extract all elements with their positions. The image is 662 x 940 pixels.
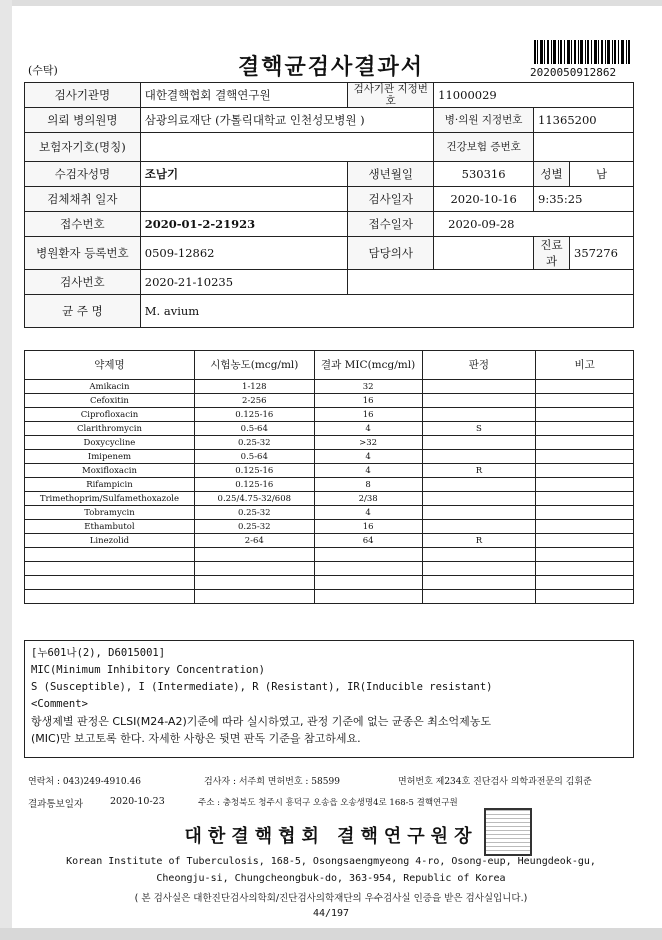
organism-value: M. avium bbox=[140, 295, 633, 328]
cell-mic: 64 bbox=[314, 534, 422, 548]
cell-result: R bbox=[422, 464, 536, 478]
insured-value bbox=[140, 133, 433, 162]
comment-tag: <Comment> bbox=[31, 698, 88, 710]
table-row bbox=[25, 422, 634, 436]
cell-range: 0.125-16 bbox=[194, 478, 314, 492]
cell-drug: Ethambutol bbox=[25, 520, 195, 534]
cell-range: 0.25-32 bbox=[194, 520, 314, 534]
cell-drug: Moxifloxacin bbox=[25, 464, 195, 478]
cell-note bbox=[536, 422, 634, 436]
table-row bbox=[25, 450, 634, 464]
barcode bbox=[534, 40, 630, 64]
cell-mic: 2/38 bbox=[314, 492, 422, 506]
cell-range: 0.5-64 bbox=[194, 422, 314, 436]
cell-note bbox=[536, 520, 634, 534]
cell-mic: 4 bbox=[314, 464, 422, 478]
comment-mic: MIC(Minimum Inhibitory Concentration) bbox=[31, 664, 265, 676]
blank-cell bbox=[194, 548, 314, 562]
blank-cell bbox=[422, 576, 536, 590]
cell-note bbox=[536, 478, 634, 492]
hospital-reg-value: 0509-12862 bbox=[140, 237, 348, 270]
cell-result bbox=[422, 492, 536, 506]
blank-cell bbox=[422, 590, 536, 604]
dept-value: 357276 bbox=[570, 237, 634, 270]
cell-mic: 32 bbox=[314, 380, 422, 394]
address-kr: 주소 : 충청북도 청주시 흥덕구 오송읍 오송생명4로 168-5 결핵연구원 bbox=[198, 798, 458, 808]
receipt-tag: (수탁) bbox=[28, 64, 58, 77]
table-row bbox=[25, 534, 634, 548]
client-code-label: 병·의원 지정번호 bbox=[434, 108, 534, 133]
blank-cell bbox=[536, 576, 634, 590]
cell-drug: Tobramycin bbox=[25, 506, 195, 520]
table-row bbox=[25, 380, 634, 394]
header-result: 판정 bbox=[422, 351, 536, 380]
cell-result bbox=[422, 450, 536, 464]
comment-code: [누601나(2), D6015001] bbox=[31, 647, 166, 659]
cell-drug: Trimethoprim/Sulfamethoxazole bbox=[25, 492, 195, 506]
client-label: 의뢰 병의원명 bbox=[25, 108, 141, 133]
test-time-value: 9:35:25 bbox=[534, 187, 634, 212]
scan-bottom-edge bbox=[0, 928, 662, 940]
cell-mic: 16 bbox=[314, 408, 422, 422]
cell-result bbox=[422, 394, 536, 408]
doctor-label: 담당의사 bbox=[348, 237, 434, 270]
cell-result: R bbox=[422, 534, 536, 548]
comment-body-1: 항생제별 판정은 CLSI(M24-A2)기준에 따라 실시하였고, 관정 기준에 없는 균종은 최소억제농도 bbox=[31, 715, 491, 728]
scan-left-edge bbox=[0, 0, 12, 940]
blank-cell bbox=[422, 562, 536, 576]
page-number: 44/197 bbox=[312, 908, 350, 919]
cell-result bbox=[422, 380, 536, 394]
org-value: 대한결핵협회 결핵연구원 bbox=[140, 83, 348, 108]
comment-body-2: (MIC)만 보고토록 한다. 자세한 사항은 뒷면 판독 기준을 참고하세요. bbox=[31, 732, 361, 745]
cell-drug: Imipenem bbox=[25, 450, 195, 464]
blank-row bbox=[25, 576, 634, 590]
cell-drug: Amikacin bbox=[25, 380, 195, 394]
cell-range: 0.5-64 bbox=[194, 450, 314, 464]
accession-value: 2020-01-2-21923 bbox=[140, 212, 348, 237]
blank-cell bbox=[25, 562, 195, 576]
birth-value: 530316 bbox=[434, 162, 534, 187]
cell-mic: 4 bbox=[314, 506, 422, 520]
license: 면허번호 제234호 진단검사 의학과전문의 김휘준 bbox=[398, 777, 592, 787]
cell-mic: 16 bbox=[314, 520, 422, 534]
table-row bbox=[25, 464, 634, 478]
document-title: 결핵균검사결과서 bbox=[237, 54, 425, 80]
header-mic: 결과 MIC(mcg/ml) bbox=[314, 351, 422, 380]
accession-label: 접수번호 bbox=[25, 212, 141, 237]
cell-drug: Doxycycline bbox=[25, 436, 195, 450]
address-en-2: Cheongju-si, Chungcheongbuk-do, 363-954, Republic of Korea bbox=[156, 873, 506, 884]
barcode-number: 2020050912862 bbox=[530, 66, 617, 79]
comment-box bbox=[24, 640, 634, 758]
table-row bbox=[25, 436, 634, 450]
test-no-blank bbox=[348, 270, 634, 295]
cell-note bbox=[536, 450, 634, 464]
cell-range: 0.25-32 bbox=[194, 436, 314, 450]
blank-cell bbox=[25, 548, 195, 562]
org-code-value: 11000029 bbox=[434, 83, 634, 108]
test-date-label: 검사일자 bbox=[348, 187, 434, 212]
cell-drug: Clarithromycin bbox=[25, 422, 195, 436]
blank-cell bbox=[536, 562, 634, 576]
comment-legend: S (Susceptible), I (Intermediate), R (Resistant), IR(Inducible resistant) bbox=[31, 681, 493, 693]
receipt-date-value: 2020-09-28 bbox=[434, 212, 634, 237]
blank-cell bbox=[314, 590, 422, 604]
contact: 연락처 : 043)249-4910.46 bbox=[28, 777, 141, 787]
cell-note bbox=[536, 394, 634, 408]
table-row bbox=[25, 394, 634, 408]
cell-range: 1-128 bbox=[194, 380, 314, 394]
header-range: 시험농도(mcg/ml) bbox=[194, 351, 314, 380]
health-label: 건강보험 증번호 bbox=[434, 133, 534, 162]
test-no-label: 검사번호 bbox=[25, 270, 141, 295]
client-code-value: 11365200 bbox=[534, 108, 634, 133]
sex-label: 성별 bbox=[534, 162, 570, 187]
blank-cell bbox=[194, 576, 314, 590]
blank-row bbox=[25, 548, 634, 562]
cell-mic: 8 bbox=[314, 478, 422, 492]
cell-mic: 16 bbox=[314, 394, 422, 408]
cell-result bbox=[422, 520, 536, 534]
birth-label: 생년월일 bbox=[348, 162, 434, 187]
blank-cell bbox=[422, 548, 536, 562]
patient-label: 수검자성명 bbox=[25, 162, 141, 187]
cell-range: 2-256 bbox=[194, 394, 314, 408]
cell-note bbox=[536, 506, 634, 520]
collect-value bbox=[140, 187, 348, 212]
blank-cell bbox=[25, 576, 195, 590]
org-code-label: 검사기관 지정번호 bbox=[348, 83, 434, 108]
cell-result: S bbox=[422, 422, 536, 436]
cell-note bbox=[536, 380, 634, 394]
cell-range: 0.125-16 bbox=[194, 408, 314, 422]
blank-cell bbox=[314, 576, 422, 590]
blank-cell bbox=[314, 562, 422, 576]
table-row bbox=[25, 478, 634, 492]
cell-mic: 4 bbox=[314, 450, 422, 464]
sex-value: 남 bbox=[570, 162, 634, 187]
blank-row bbox=[25, 562, 634, 576]
organism-label: 균 주 명 bbox=[25, 295, 141, 328]
notify-date: 2020-10-23 bbox=[110, 796, 165, 807]
scan-top-edge bbox=[0, 0, 662, 6]
test-no-value: 2020-21-10235 bbox=[140, 270, 348, 295]
cell-drug: Ciprofloxacin bbox=[25, 408, 195, 422]
address-en-1: Korean Institute of Tuberculosis, 168-5, Osongsaengmyeong 4-ro, Osong-eup, Heungdeok-gu, bbox=[66, 856, 596, 867]
cell-drug: Cefoxitin bbox=[25, 394, 195, 408]
blank-cell bbox=[536, 548, 634, 562]
institute-name: 대한결핵협회 결핵연구원장 bbox=[184, 826, 478, 847]
certification: ( 본 검사실은 대한진단검사의학회/진단검사의학재단의 우수검사실 인증을 받은 검사실입니다.) bbox=[134, 893, 528, 904]
drug-susceptibility-table bbox=[24, 350, 634, 604]
patient-info-table bbox=[24, 82, 634, 328]
client-value: 삼광의료재단 (가톨릭대학교 인천성모병원 ) bbox=[140, 108, 433, 133]
dept-label: 진료과 bbox=[534, 237, 570, 270]
header-drug: 약제명 bbox=[25, 351, 195, 380]
collect-label: 검체채취 일자 bbox=[25, 187, 141, 212]
table-row bbox=[25, 492, 634, 506]
receipt-date-label: 접수일자 bbox=[348, 212, 434, 237]
cell-range: 0.125-16 bbox=[194, 464, 314, 478]
hospital-reg-label: 병원환자 등록번호 bbox=[25, 237, 141, 270]
test-date-value: 2020-10-16 bbox=[434, 187, 534, 212]
cell-range: 0.25/4.75-32/608 bbox=[194, 492, 314, 506]
cell-mic: 4 bbox=[314, 422, 422, 436]
insured-label: 보험자기호(명칭) bbox=[25, 133, 141, 162]
table-row bbox=[25, 520, 634, 534]
cell-drug: Linezolid bbox=[25, 534, 195, 548]
cell-range: 0.25-32 bbox=[194, 506, 314, 520]
patient-value: 조남기 bbox=[140, 162, 348, 187]
cell-note bbox=[536, 408, 634, 422]
cell-result bbox=[422, 506, 536, 520]
cell-result bbox=[422, 408, 536, 422]
cell-note bbox=[536, 436, 634, 450]
org-label: 검사기관명 bbox=[25, 83, 141, 108]
cell-result bbox=[422, 478, 536, 492]
cell-note bbox=[536, 534, 634, 548]
blank-cell bbox=[25, 590, 195, 604]
blank-row bbox=[25, 590, 634, 604]
header-note: 비고 bbox=[536, 351, 634, 380]
cell-drug: Rifampicin bbox=[25, 478, 195, 492]
notify-label: 결과통보일자 bbox=[28, 799, 84, 810]
doctor-value bbox=[434, 237, 534, 270]
health-value bbox=[534, 133, 634, 162]
cell-note bbox=[536, 492, 634, 506]
table-row bbox=[25, 408, 634, 422]
cell-range: 2-64 bbox=[194, 534, 314, 548]
blank-cell bbox=[194, 562, 314, 576]
cell-result bbox=[422, 436, 536, 450]
table-row bbox=[25, 506, 634, 520]
blank-cell bbox=[536, 590, 634, 604]
cell-note bbox=[536, 464, 634, 478]
inspector: 검사자 : 서주희 면허번호 : 58599 bbox=[204, 777, 340, 787]
blank-cell bbox=[194, 590, 314, 604]
blank-cell bbox=[314, 548, 422, 562]
cell-mic: >32 bbox=[314, 436, 422, 450]
